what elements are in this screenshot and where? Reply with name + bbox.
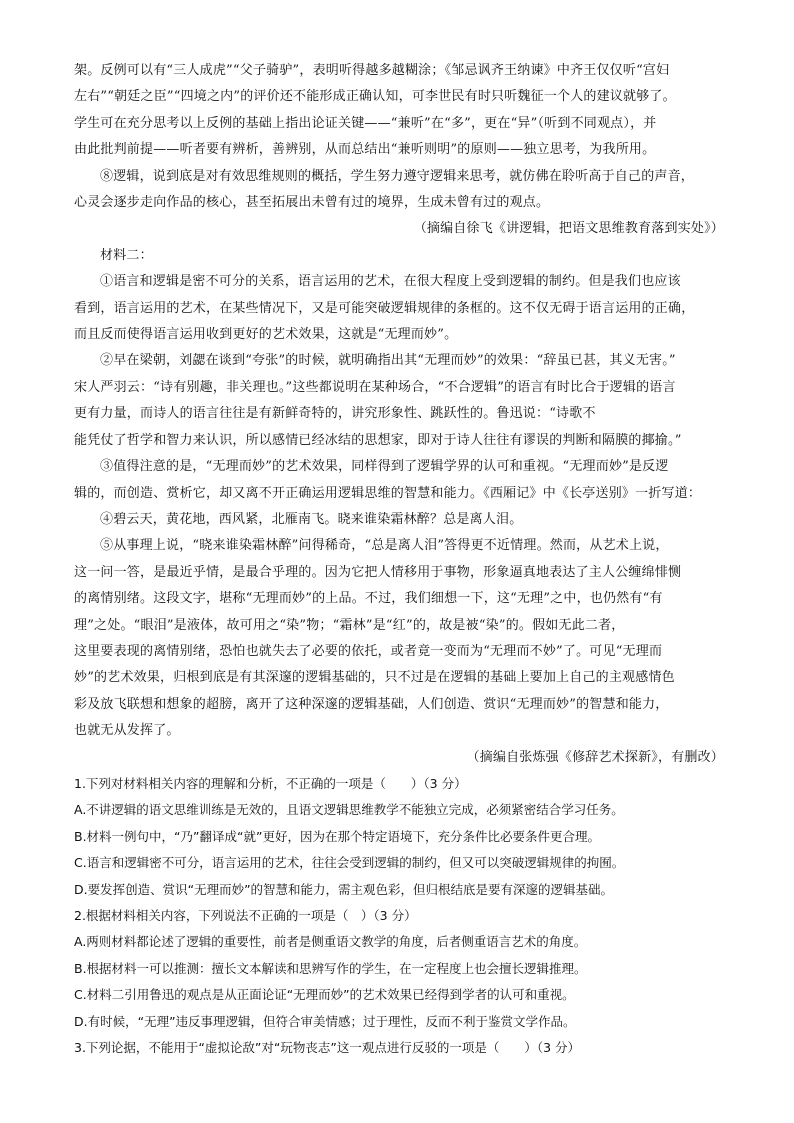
text-line: 这一问一答，是最近乎情，是最合乎理的。因为它把人情移用于事物，形象逼真地表达了主人公缠绵悱恻 (74, 564, 682, 580)
question-2-option-c: C.材料二引用鲁迅的观点是从正面论证“无理而妙”的艺术效果已经得到学者的认可和重视。 (74, 987, 575, 1003)
question-2-stem: 2.根据材料相关内容，下列说法不正确的一项是（ ）（3 分） (74, 908, 417, 923)
text-line: 妙”的艺术效果，归根到底是有其深邃的逻辑基础的，只不过是在逻辑的基础上要加上自己的主观感情色 (74, 670, 675, 686)
text-line: 学生可在充分思考以上反例的基础上指出论证关键——“兼听”在“多”，更在“异”（听到不同观点），并 (74, 115, 657, 131)
material-two-paragraph-1 (74, 269, 724, 348)
question-1-option-b: B.材料一例句中，“乃”翻译成“就”更好，因为在那个特定语境下，充分条件比必要条件更合理。 (74, 828, 600, 844)
source-citation-1: （摘编自徐飞《讲逻辑，把语文思维教育落到实处》） (413, 221, 724, 237)
material-two-paragraph-5 (74, 533, 724, 744)
text-line: 左右”“朝廷之臣”“四境之内”的评价还不能形成正确认知，可李世民有时只听魏征一个人的建议就够了。 (74, 89, 676, 105)
question-2-option-a: A.两则材料都论述了逻辑的重要性，前者是侧重语文教学的角度，后者侧重语言艺术的角度。 (74, 934, 587, 950)
source-citation-2: （摘编自张炼强《修辞艺术探新》，有删改） (466, 749, 724, 765)
text-line: 理”之处。“眼泪”是液体，故可用之“染”物；“霜林”是“红”的，故是被“染”的。假如无此二者， (74, 617, 625, 633)
text-line: ②早在梁朝，刘勰在谈到“夸张”的时候，就明确指出其“无理而妙”的效果：“辞虽已甚，其义无害。” (100, 353, 676, 369)
material-one-tail (74, 58, 724, 164)
questions-section (74, 771, 724, 1061)
paragraph-8 (74, 164, 724, 217)
text-line: ③值得注意的是，“无理而妙”的艺术效果，同样得到了逻辑学界的认可和重视。“无理而妙”是反逻 (100, 459, 669, 475)
material-two-label: 材料二： (100, 247, 153, 263)
text-line: 心灵会逐步走向作品的核心，甚至拓展出未曾有过的境界，生成未曾有过的观点。 (74, 195, 550, 211)
text-line: 也就无从发挥了。 (74, 723, 180, 739)
question-1-option-a: A.不讲逻辑的语文思维训练是无效的，且语文逻辑思维教学不能独立完成，必须紧密结合学习任务。 (74, 802, 624, 818)
question-1-stem: 1.下列对材料相关内容的理解和分析，不正确的一项是（ ）（3 分） (74, 775, 467, 791)
text-line: 宋人严羽云：“诗有别趣，非关理也。”这些都说明在某种场合，“不合逻辑”的语言有时比合于逻辑的语言 (74, 379, 676, 395)
material-two-paragraph-2 (74, 348, 724, 454)
text-line: 的离情别绪。这段文字，堪称“无理而妙”的上品。不过，我们细想一下，这“无理”之中，也仍然有“有 (74, 591, 663, 607)
material-two-paragraph-3 (74, 454, 724, 507)
question-3-stem: 3.下列论据，不能用于“虚拟论敌”对“玩物丧志”这一观点进行反驳的一项是（ ）（3 分） (74, 1040, 581, 1056)
text-line: ⑧逻辑，说到底是对有效思维规则的概括，学生努力遵守逻辑来思考，就仿佛在聆听高于自己的声音， (100, 168, 695, 184)
exam-page (74, 58, 724, 1061)
question-2-option-d: D.有时候，“无理”违反事理逻辑，但符合审美情感；过于理性，反而不利于鉴赏文学作品。 (74, 1013, 576, 1029)
material-two-paragraph-4: ④碧云天，黄花地，西风紧，北雁南飞。晓来谁染霜林醉？总是离人泪。 (100, 511, 523, 527)
question-2-option-b: B.根据材料一可以推测：擅长文本解读和思辨写作的学生，在一定程度上也会擅长逻辑推理。 (74, 960, 587, 976)
text-line: 彩及放飞联想和想象的超膀，离开了这种深邃的逻辑基础，人们创造、赏识“无理而妙”的智慧和能力， (74, 696, 669, 712)
text-line: 而且反而使得语言运用收到更好的艺术效果，这就是“无理而妙”。 (74, 327, 458, 343)
text-line: 能凭仗了哲学和智力来认识，所以感情已经冰结的思想家，即对于诗人往往有谬误的判断和隔膜的揶揄。” (74, 432, 682, 448)
text-line: ⑤从事理上说，“晓来谁染霜林醉”问得稀奇，“总是离人泪”答得更不近情理。然而，从艺术上说， (100, 538, 669, 554)
text-line: 架。反例可以有“三人成虎”“父子骑驴”，表明听得越多越糊涂；《邹忌讽齐王纳谏》中齐王仅仅听“宫妇 (74, 63, 670, 78)
question-1-option-c: C.语言和逻辑密不可分，语言运用的艺术，往往会受到逻辑的制约，但又可以突破逻辑规律的拘囿。 (74, 855, 625, 871)
text-line: 由此批判前提——听者要有辨析，善辨别，从而总结出“兼听则明”的原则——独立思考，为我所用。 (74, 142, 656, 158)
text-line: 辑的，而创造、赏析它，却又离不开正确运用逻辑思维的智慧和能力。《西厢记》中《长亭送别》一折写道： (74, 485, 702, 501)
question-1-option-d: D.要发挥创造、赏识“无理而妙”的智慧和能力，需主观色彩，但归根结底是要有深邃的逻辑基础。 (74, 881, 614, 897)
text-line: 看到，语言运用的艺术，在某些情况下，又是可能突破逻辑规律的条框的。这不仅无碍于语言运用的正确， (74, 300, 695, 316)
text-line: 更有力量，而诗人的语言往往是有新鲜奇特的，讲究形象性、跳跃性的。鲁迅说：“诗歌不 (74, 406, 596, 422)
text-line: 这里要表现的离情别绪，恐怕也就失去了必要的依托，或者竟一变而为“无理而不妙”了。可见“无理而 (74, 643, 663, 659)
text-line: ①语言和逻辑是密不可分的关系，语言运用的艺术，在很大程度上受到逻辑的制约。但是我们也应该 (100, 274, 681, 290)
